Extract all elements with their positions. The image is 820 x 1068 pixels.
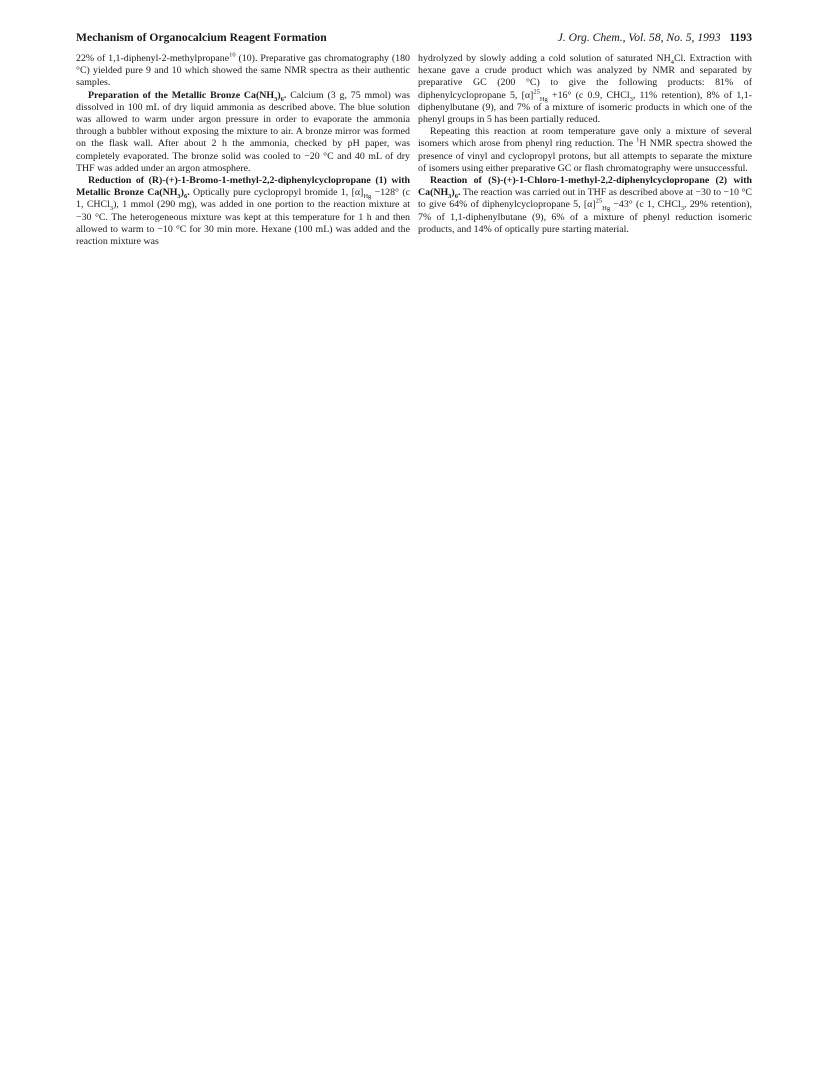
page-number: 1193	[729, 31, 752, 44]
paragraph-bromide-reduction: Reduction of (R)-(+)-1-Bromo-1-methyl-2,2-diphenylcyclopropane (1) with Metallic Bronze $Ca(NH_3)_6$. Optically pure cyclopropyl bromide 1, $[\alpha]_{Hg} -128^\circ$ (c 1, CHCl$_3$), 1 mmol (290 mg), was added in one portion to the reaction mixture at −30 °C. The heterogeneous mixture was kept at this temperature for 1 h and then allowed to warm to −10 °C for 30 min more. Hexane (100 mL) was added and the reaction mixture was	[76, 175, 410, 248]
left-column	[76, 53, 410, 248]
section-heading: Preparation of the Metallic Bronze $Ca(NH_3)_6$.	[88, 89, 287, 103]
paragraph-continuation: 22% of 1,1-diphenyl-2-methylpropane$^{10}$ (10). Preparative gas chromatography (180 °C) yielded pure 9 and 10 which showed the same NMR spectra as their authentic samples.	[76, 51, 410, 89]
running-title: Mechanism of Organocalcium Reagent Formation	[76, 31, 327, 44]
section-heading: Reduction of (R)-(+)-1-Bromo-1-methyl-2,2-diphenylcyclopropane (1) with Metallic Bronze $Ca(NH_3)_6$.	[76, 175, 410, 201]
paragraph-chloride-reaction: Reaction of (S)-(+)-1-Chloro-1-methyl-2,2-diphenylcyclopropane (2) with $Ca(NH_3)_6$. The reaction was carried out in THF as described above at −30 to −10 °C to give 64% of diphenylcyclopropane 5, $[\alpha]^{25}_{Hg} -43^\circ$ (c 1, CHCl$_3$, 29% retention), 7% of 1,1-diphenylbutane (9), 6% of a mixture of phenyl reduction isomeric products, and 14% of optically pure starting material.	[418, 175, 752, 235]
journal-citation	[558, 30, 752, 46]
reference-superscript: 10	[229, 51, 236, 59]
journal-name: J. Org. Chem.,	[557, 31, 626, 44]
paragraph-room-temperature: Repeating this reaction at room temperature gave only a mixture of several isomers which arose from phenyl ring reduction. The $^1$H NMR spectra showed the presence of vinyl and cyclopropyl protons, but all attempts to separate the mixture of isomers using either preparative GC or flash chromatography were unsuccessful.	[418, 126, 753, 174]
paragraph-bronze-preparation: Preparation of the Metallic Bronze $Ca(NH_3)_6$. Calcium (3 g, 75 mmol) was dissolved in 100 mL of dry liquid ammonia as described above. The blue solution was allowed to warm under argon pressure in order to evaporate the ammonia through a bubbler without exposing the mixture to air. A bronze mirror was formed on the flask wall. After about 2 h the ammonia, checked by pH paper, was completely evaporated. The bronze solid was cooled to −20 °C and 40 mL of dry THF was added under an argon atmosphere.	[76, 89, 411, 174]
section-heading: Reaction of (S)-(+)-1-Chloro-1-methyl-2,2-diphenylcyclopropane (2) with $Ca(NH_3)_6$.	[418, 175, 752, 201]
journal-volume: Vol. 58, No. 5, 1993	[628, 31, 721, 44]
running-header	[76, 30, 752, 46]
right-column	[418, 53, 752, 236]
paragraph-continuation: hydrolyzed by slowly adding a cold solution of saturated $NH_4Cl$. Extraction with hexane gave a crude product which was analyzed by NMR and separated by preparative GC (200 °C) to give the following products: 81% of diphenylcyclopropane 5, $[\alpha]^{25}_{Hg} +16^\circ$ (c 0.9, CHCl$_3$, 11% retention), 8% of 1,1-diphenylbutane (9), and 7% of a mixture of isomeric products in which one of the phenyl groups in 5 has been partially reduced.	[418, 53, 752, 126]
